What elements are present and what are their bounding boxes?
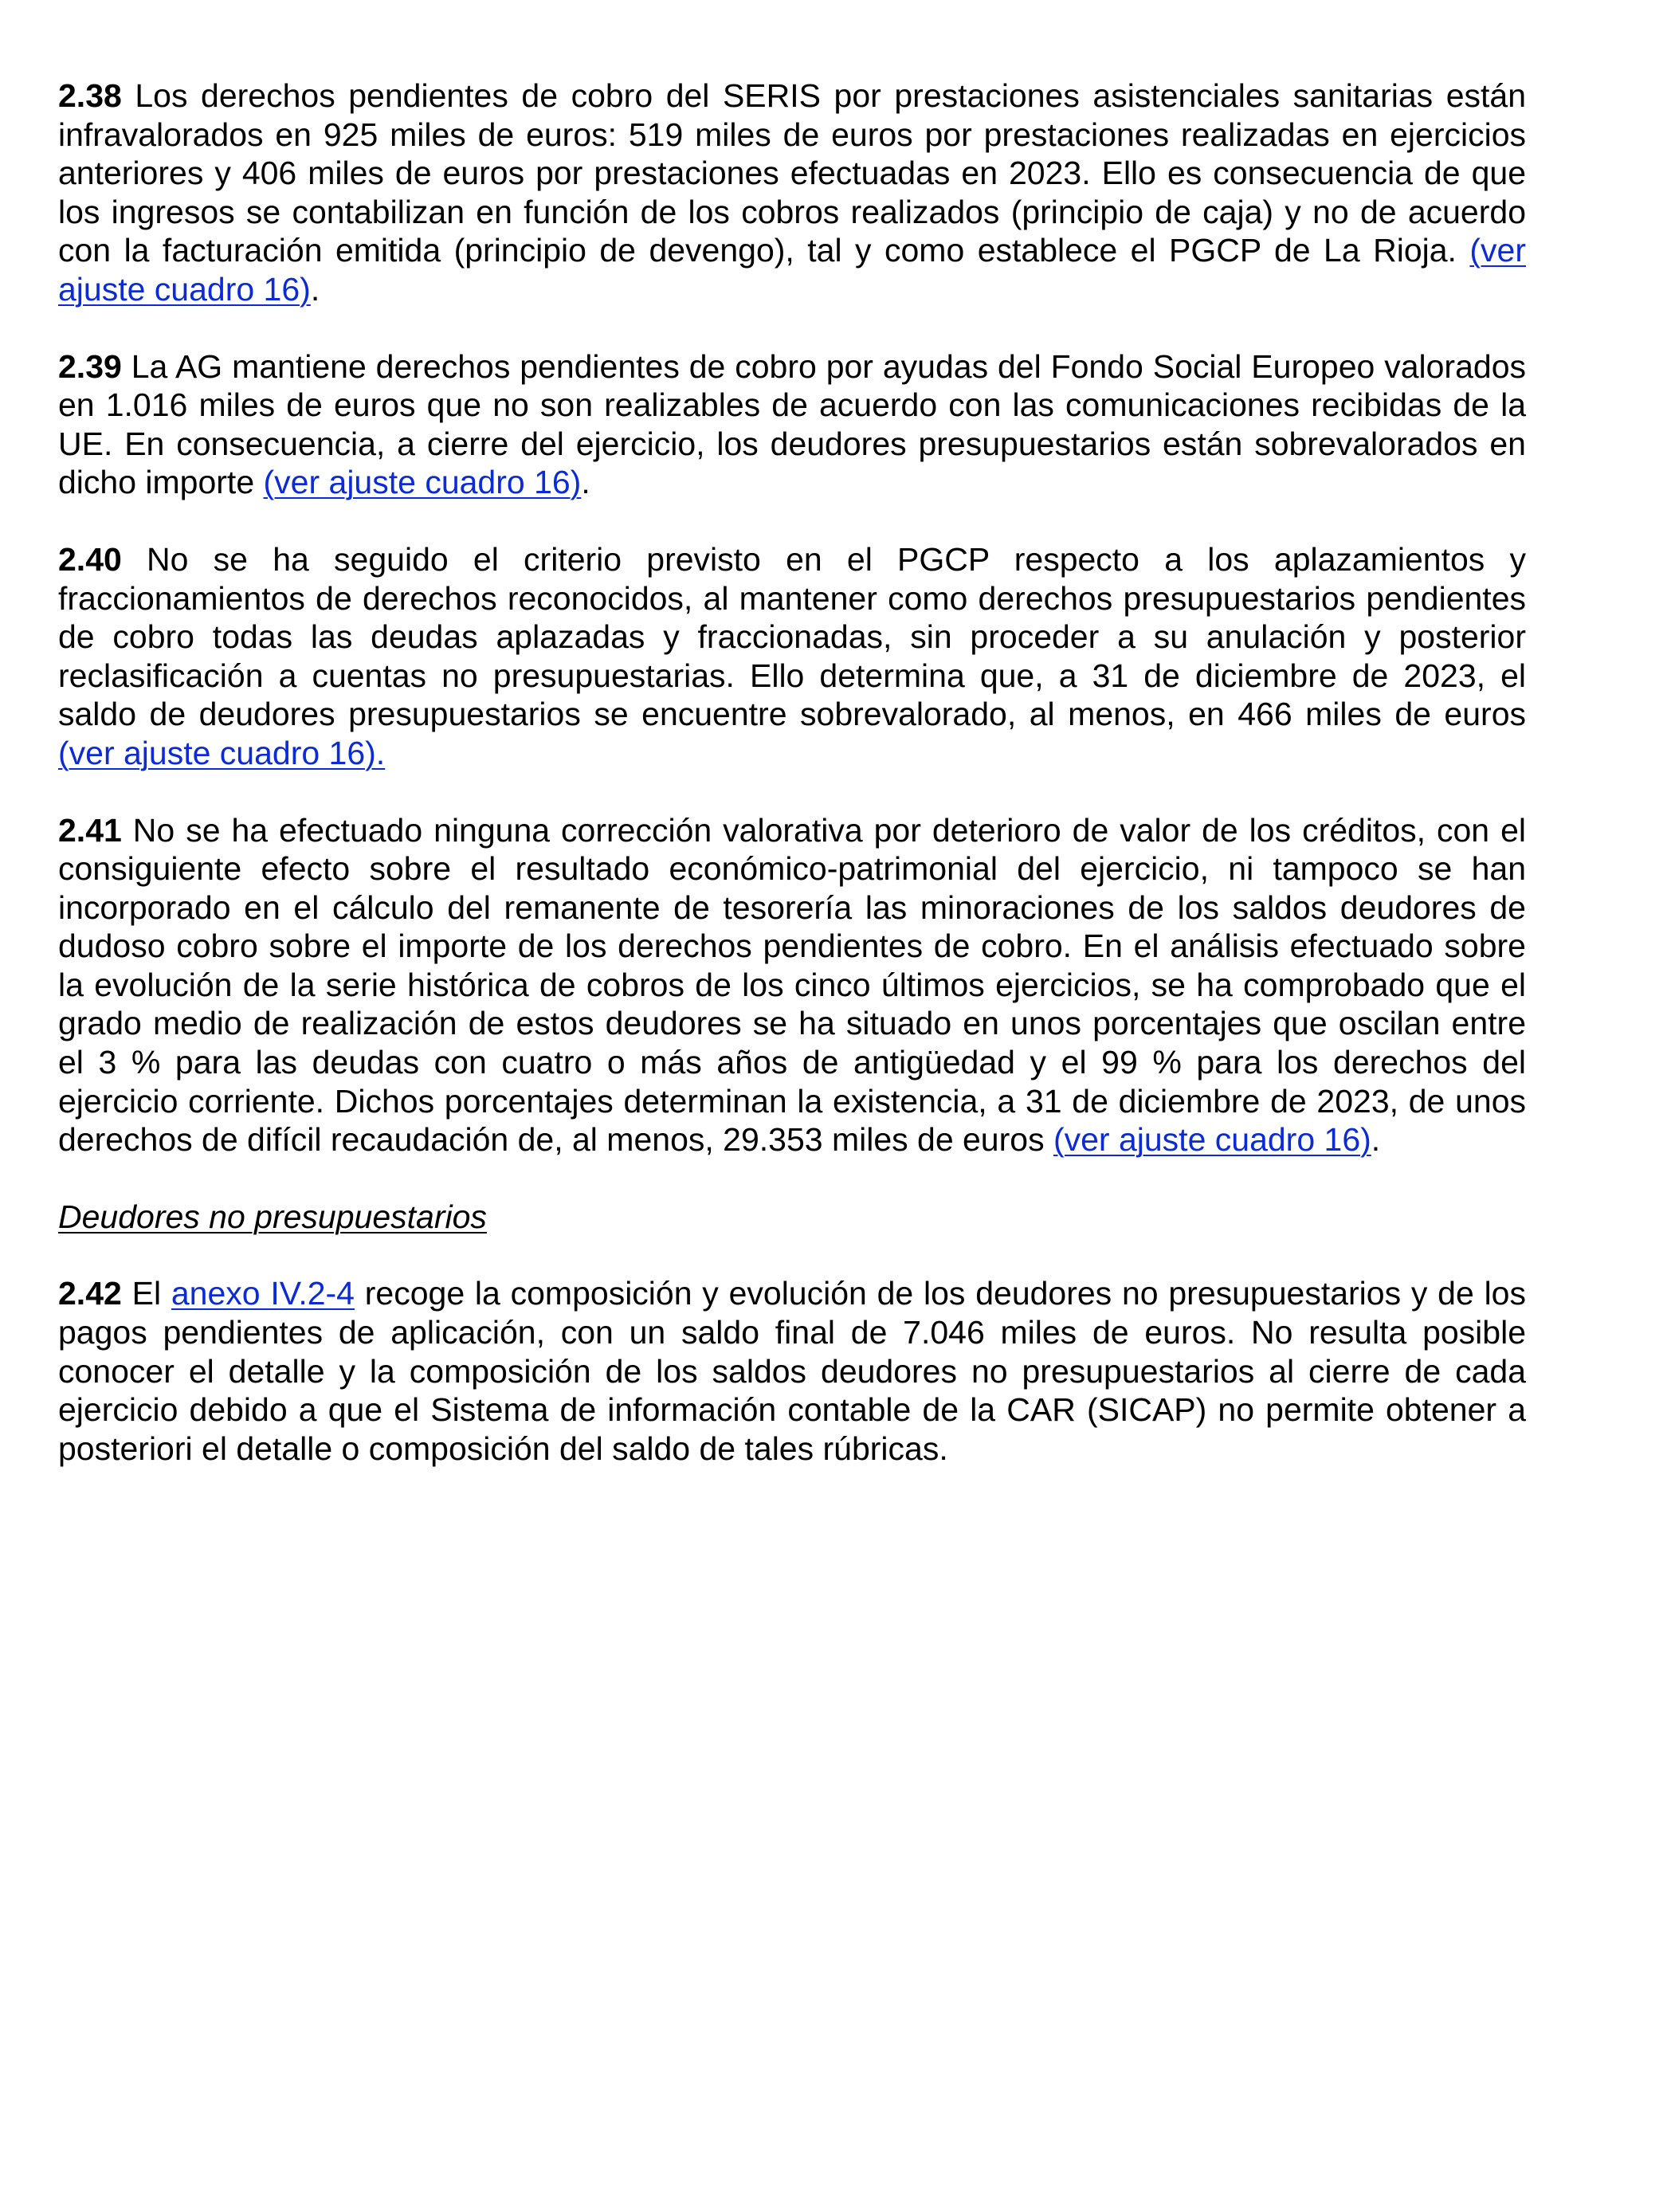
ver-ajuste-cuadro-16-link[interactable]: (ver ajuste cuadro 16) [263, 464, 582, 501]
ver-ajuste-cuadro-16-link[interactable]: (ver ajuste cuadro 16). [58, 734, 386, 771]
paragraph-number: 2.38 [58, 77, 122, 114]
paragraph-text-tail: . [1371, 1121, 1381, 1159]
ver-ajuste-cuadro-16-link[interactable]: (ver ajuste cuadro 16) [1053, 1121, 1371, 1159]
paragraph-number: 2.39 [58, 347, 122, 385]
paragraph-2-38 [58, 76, 1526, 309]
paragraph-number: 2.42 [58, 1275, 122, 1312]
paragraph-2-41 [58, 811, 1526, 1159]
anexo-iv-2-4-link[interactable]: anexo IV.2-4 [171, 1275, 355, 1312]
paragraph-text-tail: . [581, 464, 590, 501]
paragraph-number: 2.41 [58, 811, 122, 849]
paragraph-text: Los derechos pendientes de cobro del SERIS por prestaciones asistenciales sanitarias están infravalorados en 925 miles de euros: 519 miles de euros por prestaciones realizadas en ejercicios anteriores y 406 miles de euros por prestaciones efectuadas en 2023. Ello es consecuencia de que los ingresos se contabilizan en función de los cobros realizados (principio de caja) y no de acuerdo con la facturación emitida (principio de devengo), tal y como establece el PGCP de La Rioja. [58, 77, 1526, 269]
paragraph-2-42 [58, 1274, 1526, 1468]
paragraph-2-40 [58, 540, 1526, 773]
paragraph-2-39 [58, 347, 1526, 502]
document-page [58, 76, 1526, 1506]
paragraph-text-lead: El [121, 1275, 171, 1312]
paragraph-text: recoge la composición y evolución de los deudores no presupuestarios y de los pagos pendientes de aplicación, con un saldo final de 7.046 miles de euros. No resulta posible conocer el detalle y la composición de los saldos deudores no presupuestarios al cierre de cada ejercicio debido a que el Sistema de información contable de la CAR (SICAP) no permite obtener a posteriori el detalle o composición del saldo de tales rúbricas. [58, 1275, 1526, 1467]
paragraph-text: No se ha efectuado ninguna corrección valorativa por deterioro de valor de los créditos, con el consiguiente efecto sobre el resultado económico-patrimonial del ejercicio, ni tampoco se han incorporado en el cálculo del remanente de tesorería las minoraciones de los saldos deudores de dudoso cobro sobre el importe de los derechos pendientes de cobro. En el análisis efectuado sobre la evolución de la serie histórica de cobros de los cinco últimos ejercicios, se ha comprobado que el grado medio de realización de estos deudores se ha situado en unos porcentajes que oscilan entre el 3 % para las deudas con cuatro o más años de antigüedad y el 99 % para los derechos del ejercicio corriente. Dichos porcentajes determinan la existencia, a 31 de diciembre de 2023, de unos derechos de difícil recaudación de, al menos, 29.353 miles de euros [58, 811, 1526, 1159]
section-heading-deudores-no-presupuestarios: Deudores no presupuestarios [58, 1198, 487, 1235]
paragraph-text: No se ha seguido el criterio previsto en el PGCP respecto a los aplazamientos y fraccionamientos de derechos reconocidos, al mantener como derechos presupuestarios pendientes de cobro todas las deudas aplazadas y fraccionadas, sin proceder a su anulación y posterior reclasificación a cuentas no presupuestarias. Ello determina que, a 31 de diciembre de 2023, el saldo de deudores presupuestarios se encuentre sobrevalorado, al menos, en 466 miles de euros [58, 540, 1526, 733]
paragraph-number: 2.40 [58, 540, 122, 578]
paragraph-text: La AG mantiene derechos pendientes de cobro por ayudas del Fondo Social Europeo valorados en 1.016 miles de euros que no son realizables de acuerdo con las comunicaciones recibidas de la UE. En consecuencia, a cierre del ejercicio, los deudores presupuestarios están sobrevalorados en dicho importe [58, 347, 1526, 501]
ver-ajuste-cuadro-16-link[interactable]: (ver ajuste cuadro 16) [58, 232, 1526, 308]
paragraph-text-tail: . [310, 270, 320, 308]
